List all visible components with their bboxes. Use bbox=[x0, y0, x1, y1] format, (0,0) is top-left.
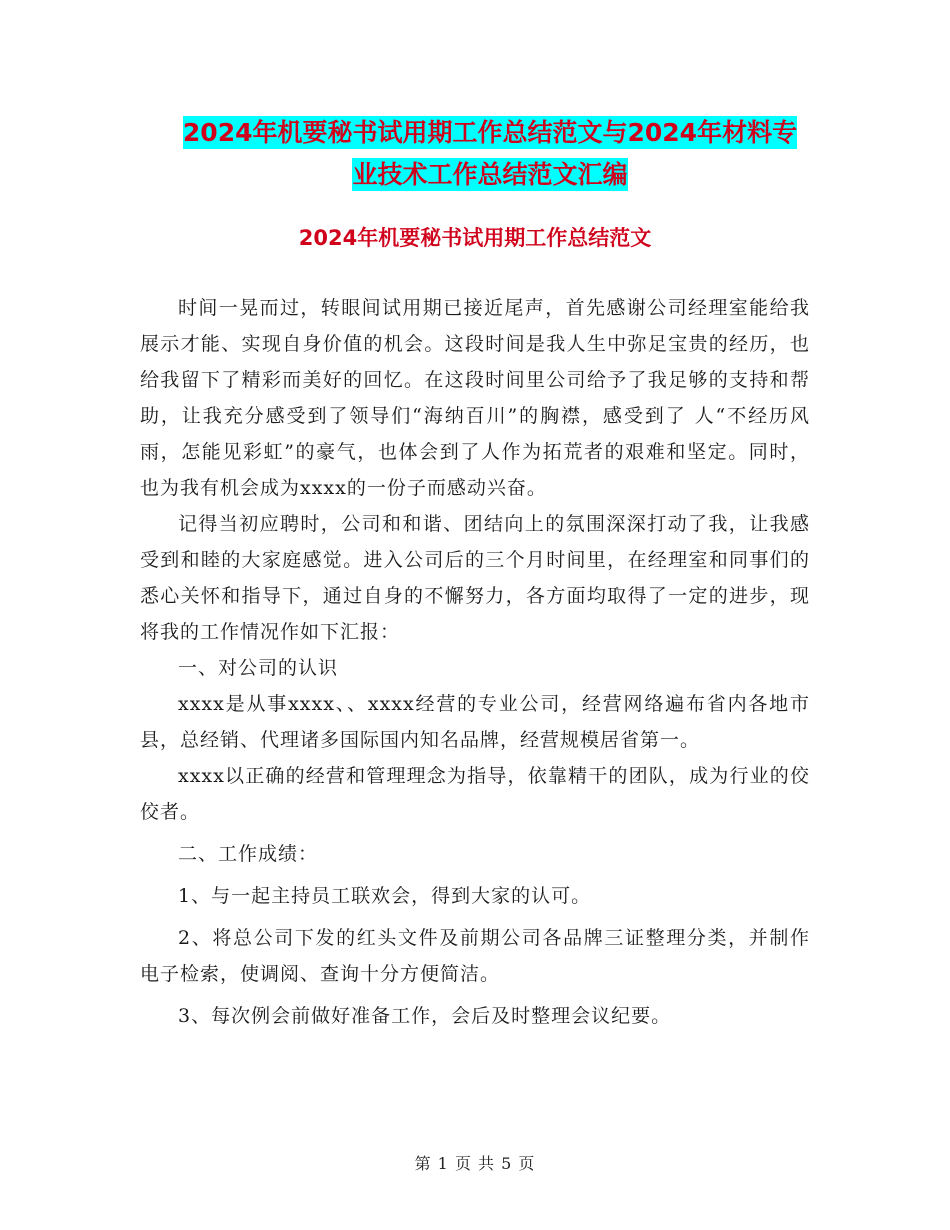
document-body bbox=[140, 290, 810, 1034]
section-title: 2024年机要秘书试用期工作总结范文 bbox=[298, 226, 652, 250]
title-highlight: 2024年机要秘书试用期工作总结范文与2024年材料专 bbox=[182, 118, 798, 147]
list-item: 3、每次例会前做好准备工作，会后及时整理会议纪要。 bbox=[178, 1005, 672, 1027]
paragraph: xxxx以正确的经营和管理理念为指导，依靠精干的团队，成为行业的佼佼者。 bbox=[140, 765, 810, 823]
list-item: 2、将总公司下发的红头文件及前期公司各品牌三证整理分类，并制作电子检索，使调阅、查询十分方便简洁。 bbox=[140, 927, 810, 985]
document-title-line-1 bbox=[140, 110, 840, 156]
paragraph: xxxx是从事xxxx、、xxxx经营的专业公司，经营网络遍布省内各地市县，总经销、代理诸多国际国内知名品牌，经营规模居省第一。 bbox=[140, 693, 810, 751]
paragraph-heading: 一、对公司的认识 bbox=[178, 657, 339, 679]
title-highlight: 业技术工作总结范文汇编 bbox=[352, 160, 628, 189]
document-title-line-2 bbox=[140, 152, 840, 198]
paragraph: 记得当初应聘时，公司和和谐、团结向上的氛围深深打动了我，让我感受到和睦的大家庭感觉。进入公司后的三个月时间里，在经理室和同事们的悉心关怀和指导下，通过自身的不懈努力，各方面均取得了一定的进步，现将我的工作情况作如下汇报： bbox=[140, 513, 810, 643]
page-number: 第 1 页 共 5 页 bbox=[414, 1154, 536, 1173]
list-item: 1、与一起主持员工联欢会，得到大家的认可。 bbox=[178, 885, 592, 907]
paragraph: 时间一晃而过，转眼间试用期已接近尾声，首先感谢公司经理室能给我展示才能、实现自身价值的机会。这段时间是我人生中弥足宝贵的经历，也给我留下了精彩而美好的回忆。在这段时间里公司给予了我足够的支持和帮助，让我充分感受到了领导们“海纳百川”的胸襟，感受到了 人“不经历风雨，怎能见彩虹”的豪气，也体会到了人作为拓荒者的艰难和坚定。同时，也为我有机会成为xxxx的一份子而感动兴奋。 bbox=[140, 297, 810, 499]
paragraph-heading: 二、工作成绩： bbox=[178, 843, 319, 865]
